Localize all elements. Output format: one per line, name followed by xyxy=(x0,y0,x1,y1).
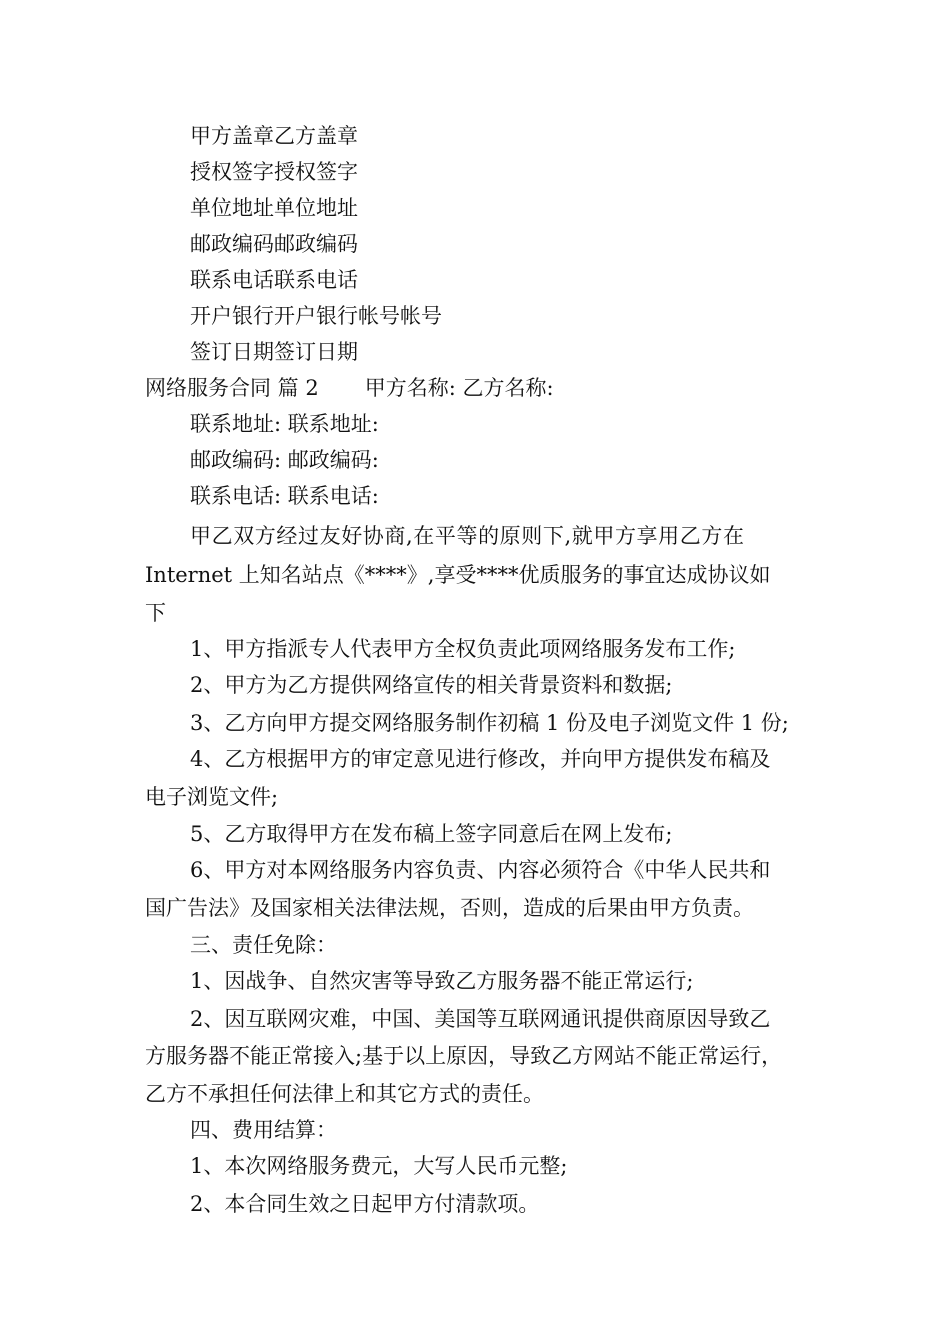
signature-line: 甲方盖章乙方盖章 xyxy=(190,124,358,148)
clause-line: 5、乙方取得甲方在发布稿上签字同意后在网上发布; xyxy=(190,822,673,846)
clause-line: 方服务器不能正常接入;基于以上原因，导致乙方网站不能正常运行， xyxy=(145,1044,783,1068)
clause-line: 国广告法》及国家相关法律法规，否则，造成的后果由甲方负责。 xyxy=(145,896,754,920)
signature-line: 联系电话联系电话 xyxy=(190,268,358,292)
contact-line: 联系电话: 联系电话: xyxy=(190,484,379,508)
clause-line: 电子浏览文件; xyxy=(145,785,279,809)
clause-line: 4、乙方根据甲方的审定意见进行修改，并向甲方提供发布稿及 xyxy=(190,747,771,771)
clause-line: 2、本合同生效之日起甲方付清款项。 xyxy=(190,1192,540,1216)
section-title: 三、责任免除： xyxy=(190,933,337,957)
section-title: 四、费用结算： xyxy=(190,1118,337,1142)
clause-line: 1、甲方指派专人代表甲方全权负责此项网络服务发布工作; xyxy=(190,637,736,661)
clause-line: 2、甲方为乙方提供网络宣传的相关背景资料和数据; xyxy=(190,673,673,697)
party-names-line: 甲方名称: 乙方名称: xyxy=(364,376,554,400)
clause-line: 乙方不承担任何法律上和其它方式的责任。 xyxy=(145,1082,544,1106)
signature-line: 单位地址单位地址 xyxy=(190,196,358,220)
clause-line: 1、本次网络服务费元，大写人民币元整; xyxy=(190,1154,568,1178)
intro-line: Internet 上知名站点《****》,享受****优质服务的事宜达成协议如 xyxy=(145,563,771,587)
intro-line: 甲乙双方经过友好协商,在平等的原则下,就甲方享用乙方在 xyxy=(190,524,745,548)
clause-line: 1、因战争、自然灾害等导致乙方服务器不能正常运行; xyxy=(190,969,694,993)
contract-heading: 网络服务合同 篇 2 xyxy=(145,376,319,400)
signature-line: 开户银行开户银行帐号帐号 xyxy=(190,304,442,328)
intro-line: 下 xyxy=(145,601,166,625)
contract-heading-row xyxy=(145,374,554,402)
contact-line: 联系地址: 联系地址: xyxy=(190,412,379,436)
clause-line: 2、因互联网灾难，中国、美国等互联网通讯提供商原因导致乙 xyxy=(190,1007,771,1031)
signature-line: 签订日期签订日期 xyxy=(190,340,358,364)
clause-line: 6、甲方对本网络服务内容负责、内容必须符合《中华人民共和 xyxy=(190,858,771,882)
signature-line: 授权签字授权签字 xyxy=(190,160,358,184)
signature-line: 邮政编码邮政编码 xyxy=(190,232,358,256)
clause-line: 3、乙方向甲方提交网络服务制作初稿 1 份及电子浏览文件 1 份; xyxy=(190,711,789,735)
contact-line: 邮政编码: 邮政编码: xyxy=(190,448,379,472)
